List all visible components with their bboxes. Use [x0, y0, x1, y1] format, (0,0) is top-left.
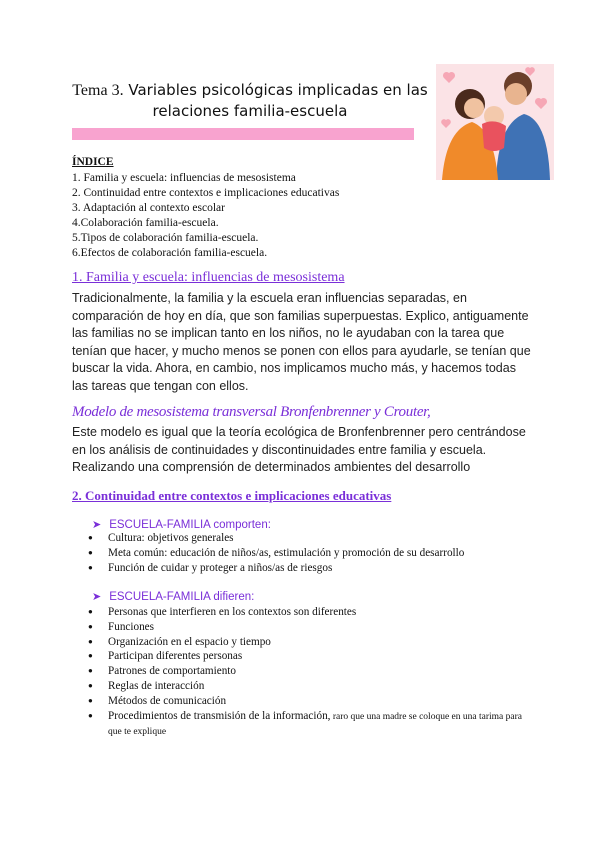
- title-line2: relaciones familia-escuela: [152, 102, 348, 120]
- arrow-icon: ➤: [92, 519, 102, 531]
- list-item: ● Funciones: [88, 620, 528, 635]
- list-item: ● Cultura: objetivos generales: [88, 531, 464, 546]
- list-item: ● Función de cuidar y proteger a niños/as de riesgos: [88, 561, 464, 576]
- index-list: [72, 171, 339, 261]
- index-heading: ÍNDICE: [72, 156, 114, 168]
- model-body: Este modelo es igual que la teoría ecológica de Bronfenbrenner pero centrándose en los análisis de continuidades y discontinuidades entre familia y escuela. Realizando una comprensión de determinados ambientes del desarrollo: [72, 425, 526, 474]
- list-item: ● Reglas de interacción: [88, 679, 528, 694]
- section-1-body: Tradicionalmente, la familia y la escuela eran influencias separadas, en comparación de hoy en día, que son familias superpuestas. Explico, antiguamente las familias no se implican tanto en los niños, no le ayudaban con la tarea que tenían que hacer, y mucho menos se ponen con ellos para ayudarle, se tenían que buscar la vida. Ahora, en cambio, nos implicamos mucho más, y hacemos todas las tareas que tengan con ellos.: [72, 291, 531, 393]
- tema-number: Tema 3.: [72, 82, 124, 99]
- list-item: ● Métodos de comunicación: [88, 694, 528, 709]
- index-item: 3. Adaptación al contexto escolar: [72, 202, 225, 214]
- list-item-note: raro que una madre se coloque en una tarima para que te explique: [108, 711, 522, 738]
- section-1-heading: 1. Familia y escuela: influencias de mesosistema: [72, 270, 345, 285]
- differ-list: [88, 605, 528, 740]
- list-item: ● Meta común: educación de niños/as, estimulación y promoción de su desarrollo: [88, 546, 464, 561]
- model-heading: Modelo de mesosistema transversal Bronfenbrenner y Crouter,: [72, 404, 431, 420]
- list-item: ● Patrones de comportamiento: [88, 664, 528, 679]
- title-underline-bar: [72, 128, 414, 140]
- index-item: 5.Tipos de colaboración familia-escuela.: [72, 232, 259, 244]
- section-2-heading: 2. Continuidad entre contextos e implicaciones educativas: [72, 488, 392, 503]
- differ-label-text: ESCUELA-FAMILIA difieren:: [109, 591, 255, 603]
- share-label-text: ESCUELA-FAMILIA comporten:: [109, 519, 271, 531]
- family-photo-icon: [436, 64, 554, 180]
- list-item: ● Participan diferentes personas: [88, 649, 528, 664]
- share-label: [92, 518, 271, 531]
- arrow-icon: ➤: [92, 591, 102, 603]
- page-title: [60, 80, 440, 122]
- index-item: 6.Efectos de colaboración familia-escuela.: [72, 247, 268, 259]
- list-item: ● Organización en el espacio y tiempo: [88, 635, 528, 650]
- differ-label: [92, 590, 254, 603]
- index-item: 4.Colaboración familia-escuela.: [72, 217, 219, 229]
- index-item: 1. Familia y escuela: influencias de mesosistema: [72, 172, 296, 184]
- list-item: [88, 709, 528, 741]
- list-item-main: Procedimientos de transmisión de la información,: [108, 709, 331, 722]
- index-item: 2. Continuidad entre contextos e implicaciones educativas: [72, 187, 340, 199]
- title-text: Variables psicológicas implicadas en las: [128, 81, 428, 99]
- list-item: ● Personas que interfieren en los contextos son diferentes: [88, 605, 528, 620]
- share-list: [88, 531, 464, 575]
